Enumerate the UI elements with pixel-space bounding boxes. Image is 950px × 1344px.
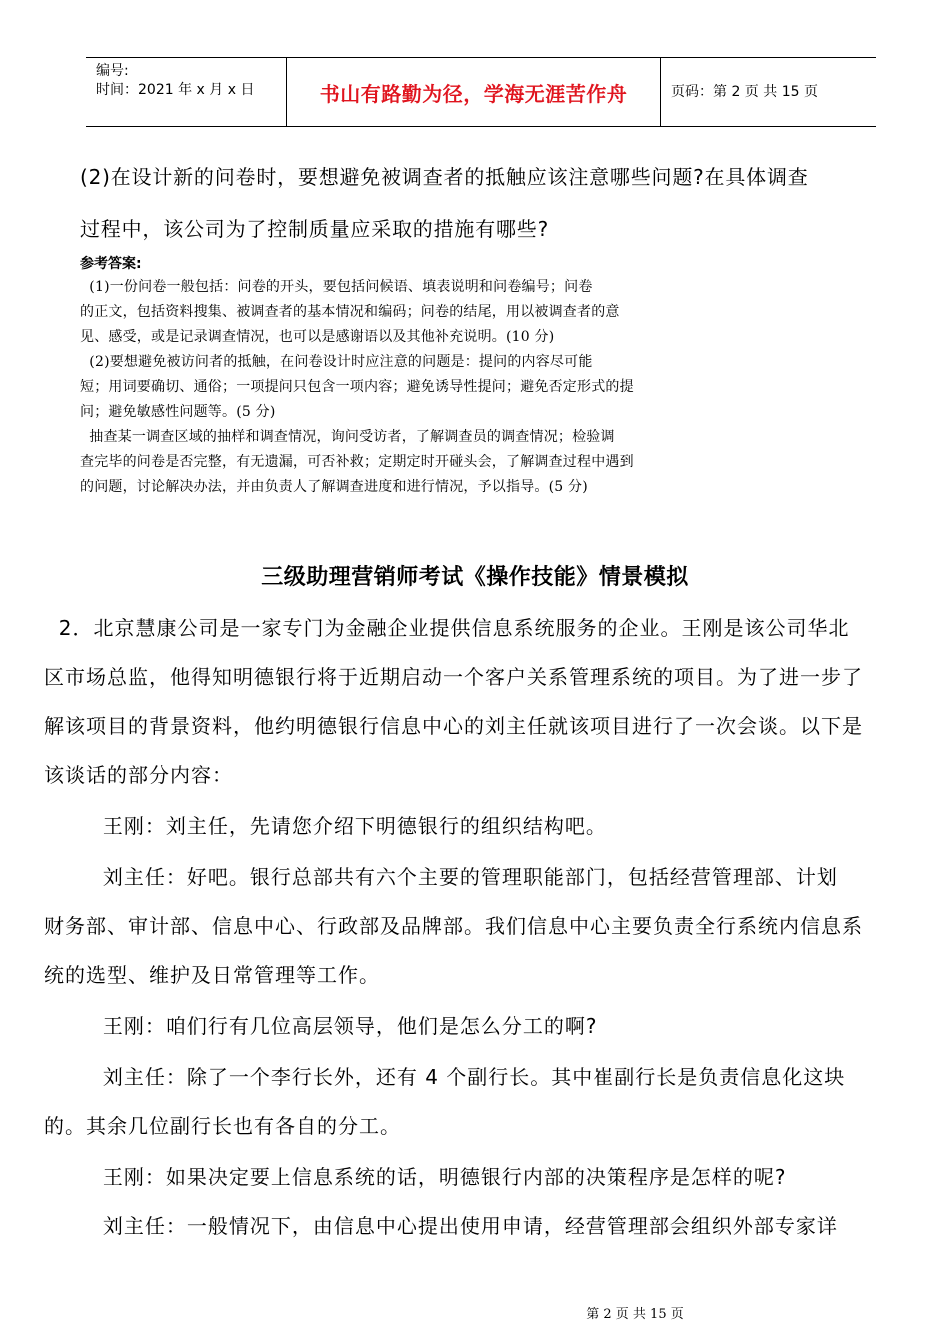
answer-line: 的问题，讨论解决办法，并由负责人了解调查进度和进行情况，予以指导。(5 分) bbox=[80, 479, 588, 495]
body-line: 2．北京慧康公司是一家专门为金融企业提供信息系统服务的企业。王刚是该公司华北 bbox=[44, 616, 850, 640]
body-line: 统的选型、维护及日常管理等工作。 bbox=[44, 963, 380, 987]
time-label: 时间：2021 年 x 月 x 日 bbox=[96, 82, 255, 98]
answer-line: 查完毕的问卷是否完整，有无遗漏，可否补救；定期定时开碰头会，了解调查过程中遇到 bbox=[80, 454, 634, 470]
section-title: 三级助理营销师考试《操作技能》情景模拟 bbox=[261, 565, 689, 590]
header-meta-cell bbox=[86, 58, 286, 126]
header-page-cell bbox=[661, 58, 876, 126]
body-line: 的。其余几位副行长也有各自的分工。 bbox=[44, 1114, 401, 1138]
body-line: 区市场总监，他得知明德银行将于近期启动一个客户关系管理系统的项目。为了进一步了 bbox=[44, 665, 863, 689]
answer-title: 参考答案: bbox=[80, 256, 142, 272]
question-line: (2)在设计新的问卷时，要想避免被调查者的抵触应该注意哪些问题?在具体调查 bbox=[80, 165, 809, 189]
body-line: 刘主任：一般情况下，由信息中心提出使用申请，经营管理部会组织外部专家详 bbox=[44, 1214, 838, 1238]
answer-line: (1)一份问卷一般包括：问卷的开头，要包括问候语、填表说明和问卷编号；问卷 bbox=[80, 279, 593, 295]
body-line: 王刚：刘主任，先请您介绍下明德银行的组织结构吧。 bbox=[44, 814, 607, 838]
body-line: 解该项目的背景资料，他约明德银行信息中心的刘主任就该项目进行了一次会谈。以下是 bbox=[44, 714, 863, 738]
motto-text: 书山有路勤为径，学海无涯苦作舟 bbox=[319, 81, 628, 106]
answer-line: 问；避免敏感性问题等。(5 分) bbox=[80, 404, 276, 420]
body-line: 刘主任：除了一个李行长外，还有 4 个副行长。其中崔副行长是负责信息化这块 bbox=[44, 1065, 846, 1089]
question-line: 过程中，该公司为了控制质量应采取的措施有哪些? bbox=[80, 217, 550, 241]
body-line: 王刚：咱们行有几位高层领导，他们是怎么分工的啊? bbox=[44, 1014, 598, 1038]
body-line: 财务部、审计部、信息中心、行政部及品牌部。我们信息中心主要负责全行系统内信息系 bbox=[44, 914, 863, 938]
page-footer: 第 2 页 共 15 页 bbox=[586, 1307, 684, 1322]
page-info: 页码：第 2 页 共 15 页 bbox=[671, 83, 818, 100]
body-line: 王刚：如果决定要上信息系统的话，明德银行内部的决策程序是怎样的呢? bbox=[44, 1165, 787, 1189]
answer-line: (2)要想避免被访问者的抵触，在问卷设计时应注意的问题是：提问的内容尽可能 bbox=[80, 354, 593, 370]
answer-line: 短；用词要确切、通俗；一项提问只包含一项内容；避免诱导性提问；避免否定形式的提 bbox=[80, 379, 634, 395]
body-line: 该谈话的部分内容： bbox=[44, 763, 233, 787]
answer-line: 抽查某一调查区域的抽样和调查情况，询问受访者，了解调查员的调查情况；检验调 bbox=[80, 429, 615, 445]
body-line: 刘主任：好吧。银行总部共有六个主要的管理职能部门，包括经营管理部、计划 bbox=[44, 865, 838, 889]
page-header bbox=[86, 57, 876, 127]
answer-line: 的正文，包括资料搜集、被调查者的基本情况和编码；问卷的结尾，用以被调查者的意 bbox=[80, 304, 620, 320]
answer-line: 见、感受，或是记录调查情况，也可以是感谢语以及其他补充说明。(10 分) bbox=[80, 329, 555, 345]
header-motto-cell bbox=[287, 58, 660, 126]
serial-label: 编号: bbox=[96, 63, 129, 79]
